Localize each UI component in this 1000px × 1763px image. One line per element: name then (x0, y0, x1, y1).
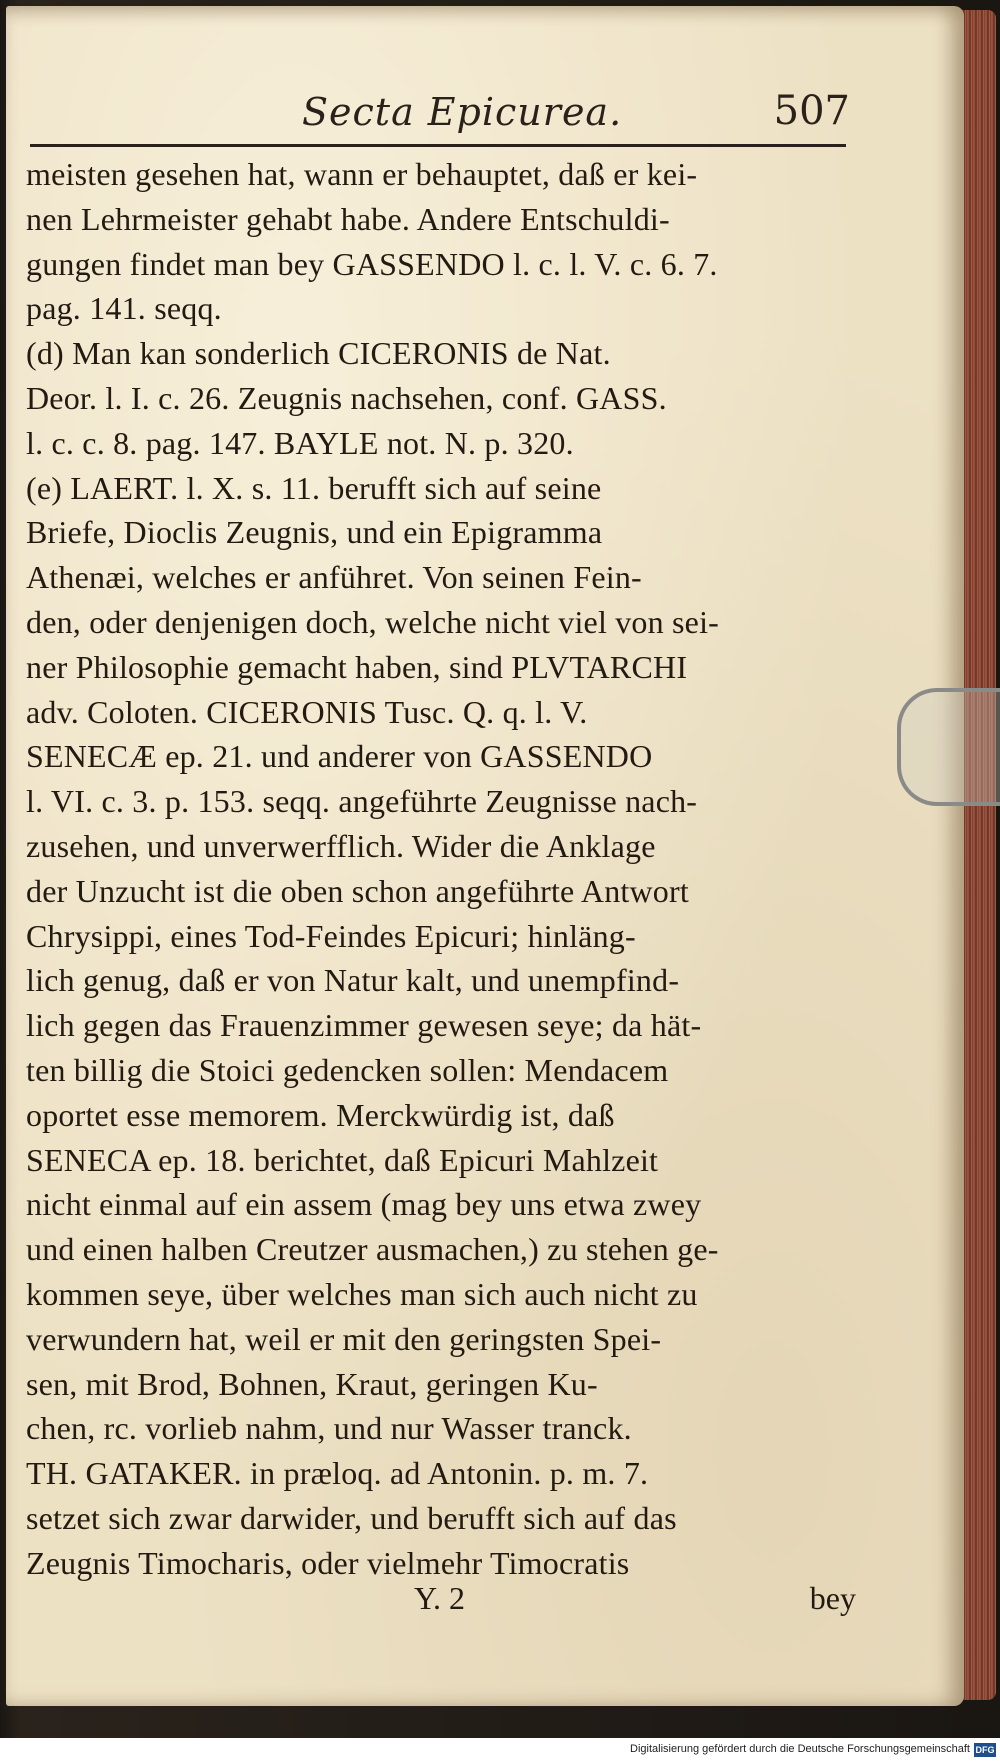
page-number: 507 (773, 88, 850, 134)
text-line: ner Philosophie gemacht haben, sind PLVTARCHI (26, 648, 688, 685)
text-line: Zeugnis Timocharis, oder vielmehr Timocratis (26, 1544, 630, 1581)
text-line: Athenæi, welches er anführet. Von seinen Fein- (26, 559, 642, 596)
text-line: Deor. l. I. c. 26. Zeugnis nachsehen, conf. GASS. (26, 379, 667, 416)
text-line: lich gegen das Frauenzimmer gewesen seye; da hät- (26, 1007, 702, 1044)
text-line: chen, rc. vorlieb nahm, und nur Wasser tranck. (26, 1410, 632, 1447)
text-line: den, oder denjenigen doch, welche nicht viel von sei- (26, 603, 720, 640)
running-title: Secta Epicurea. (302, 90, 623, 134)
text-line: setzet sich zwar darwider, und berufft sich auf das (26, 1499, 677, 1536)
text-line: adv. Coloten. CICERONIS Tusc. Q. q. l. V. (26, 693, 588, 730)
text-line: SENECÆ ep. 21. und anderer von GASSENDO (26, 738, 653, 775)
text-line: (d) Man kan sonderlich CICERONIS de Nat. (26, 335, 611, 372)
text-line: nicht einmal auf ein assem (mag bey uns etwa zwey (26, 1186, 702, 1223)
header-rule (30, 144, 846, 147)
text-line: zusehen, und unverwerfflich. Wider die Anklage (26, 827, 656, 864)
text-line: l. c. c. 8. pag. 147. BAYLE not. N. p. 320. (26, 424, 574, 461)
text-line: und einen halben Creutzer ausmachen,) zu stehen ge- (26, 1231, 719, 1268)
page-header (40, 82, 850, 142)
text-line: oportet esse memorem. Merckwürdig ist, daß (26, 1096, 615, 1133)
dfg-logo-icon: DFG (975, 1745, 995, 1755)
catchword: bey (809, 1580, 856, 1616)
text-line: sen, mit Brod, Bohnen, Kraut, geringen Ku- (26, 1365, 598, 1402)
book-clasp (897, 688, 1000, 806)
text-line: ten billig die Stoici gedencken sollen: Mendacem (26, 1051, 669, 1088)
text-line: der Unzucht ist die oben schon angeführte Antwort (26, 872, 689, 909)
text-line: meisten gesehen hat, wann er behauptet, daß er kei- (26, 156, 698, 192)
text-line: verwundern hat, weil er mit den geringsten Spei- (26, 1320, 662, 1357)
text-line: nen Lehrmeister gehabt habe. Andere Entschuldi- (26, 200, 670, 237)
credit-text: Digitalisierung gefördert durch die Deutsche Forschungsgemeinschaft (630, 1743, 970, 1755)
text-line: Briefe, Dioclis Zeugnis, und ein Epigramma (26, 514, 603, 551)
credit-bar (0, 1738, 1000, 1763)
text-line: kommen seye, über welches man sich auch nicht zu (26, 1275, 698, 1312)
page-footer (26, 1580, 856, 1630)
text-line: (e) LAERT. l. X. s. 11. berufft sich auf seine (26, 469, 602, 506)
signature-mark: Y. 2 (414, 1580, 465, 1616)
text-line: TH. GATAKER. in præloq. ad Antonin. p. m. 7. (26, 1455, 649, 1492)
book-page-edges (960, 10, 996, 1700)
text-line: SENECA ep. 18. berichtet, daß Epicuri Mahlzeit (26, 1141, 659, 1178)
text-line: l. VI. c. 3. p. 153. seqq. angeführte Zeugnisse nach- (26, 783, 698, 820)
text-line: gungen findet man bey GASSENDO l. c. l. V. c. 6. 7. (26, 245, 718, 282)
text-line: lich genug, daß er von Natur kalt, und unempfind- (26, 962, 680, 999)
text-line: Chrysippi, eines Tod-Feindes Epicuri; hinläng- (26, 917, 636, 954)
text-line: pag. 141. seqq. (26, 290, 222, 327)
body-text (26, 152, 856, 1586)
